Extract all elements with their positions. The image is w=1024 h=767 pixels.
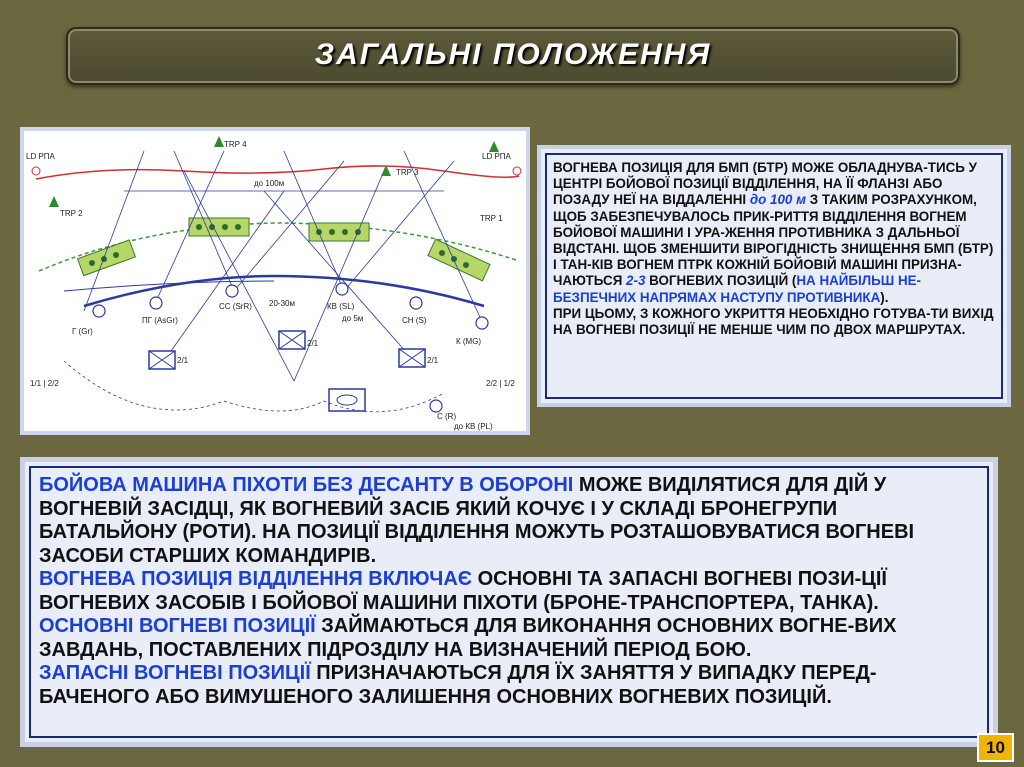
svg-text:LD РПА: LD РПА (26, 152, 55, 161)
svg-text:LD РПА: LD РПА (482, 152, 511, 161)
bmp-shelter-symbol (329, 389, 365, 411)
svg-text:СН (S): СН (S) (402, 316, 427, 325)
forward-edge-line (36, 166, 519, 179)
defense-position-diagram (20, 127, 530, 435)
bmp-position-text: ВОГНЕВА ПОЗИЦІЯ ДЛЯ БМП (БТР) МОЖЕ ОБЛАДНУВА-ТИСЬ У ЦЕНТРІ БОЙОВОЇ ПОЗИЦІЇ ВІДДІЛЕННЯ, НА ЇЇ ФЛАНЗІ АБО ПОЗАДУ НЕЇ НА ВІДДАЛЕННІ до 100 м З ТАКИМ РОЗРАХУНКОМ, ЩОБ ЗАБЕЗПЕЧУВАЛОСЬ ПРИК-РИТТЯ ВІДДІЛЕННЯ ВОГНЕМ БОЙОВОЇ МАШИНИ І УРА-ЖЕННЯ ПРОТИВНИКА З ДАЛЬНЬОЇ ВІДСТАНІ. ЩОБ ЗМЕНШИТИ ВІРОГІДНІСТЬ ЗНИЩЕННЯ БМП (БТР) І ТАН-КІВ ВОГНЕМ ПТРК КОЖНІЙ БОЙОВІЙ МАШИНІ ПРИЗНА-ЧАЮТЬСЯ 2-3 ВОГНЕВИХ ПОЗИЦІЙ (НА НАЙБІЛЬШ НЕ-БЕЗПЕЧНИХ НАПРЯМАХ НАСТУПУ ПРОТИВНИКА). ПРИ ЦЬОМУ, З КОЖНОГО УКРИТТЯ НЕОБХІДНО ГОТУВА-ТИ ВИХІД НА ВОГНЕВІ ПОЗИЦІЇ НЕ МЕНШЕ ЧИМ ПО ДВОХ МАРШРУТАХ. (545, 153, 1003, 399)
minefield-right (428, 239, 490, 281)
definitions-text: БОЙОВА МАШИНА ПІХОТИ БЕЗ ДЕСАНТУ В ОБОРОНІ МОЖЕ ВИДІЛЯТИСЯ ДЛЯ ДІЙ У ВОГНЕВІЙ ЗАСІДЦІ, ЯК ВОГНЕВИЙ ЗАСІБ ЯКИЙ КОЧУЄ І У СКЛАДІ БРОНЕГРУПИ БАТАЛЬЙОНУ (РОТИ). НА ПОЗИЦІЇ ВІДДІЛЕННЯ МОЖУТЬ РОЗТАШОВУВАТИСЯ ВОГНЕВІ ЗАСОБИ СТАРШИХ КОМАНДИРІВ. ВОГНЕВА ПОЗИЦІЯ ВІДДІЛЕННЯ ВКЛЮЧАЄ ОСНОВНІ ТА ЗАПАСНІ ВОГНЕВІ ПОЗИ-ЦІЇ ВОГНЕВИХ ЗАСОБІВ І БОЙОВОЇ МАШИНИ ПІХОТИ (БРОНЕ-ТРАНСПОРТЕРА, ТАНКА). ОСНОВНІ ВОГНЕВІ ПОЗИЦІЇ ЗАЙМАЮТЬСЯ ДЛЯ ВИКОНАННЯ ОСНОВНИХ ВОГНЕ-ВИХ ЗАВДАНЬ, ПОСТАВЛЕНИХ ПІДРОЗДІЛУ НА ВИЗНАЧЕНИЙ ПЕРІОД БОЮ. ЗАПАСНІ ВОГНЕВІ ПОЗИЦІЇ ПРИЗНАЧАЮТЬСЯ ДЛЯ ЇХ ЗАНЯТТЯ У ВИПАДКУ ПЕРЕД-БАЧЕНОГО АБО ВИМУШЕНОГО ЗАЛИШЕННЯ ОСНОВНИХ ВОГНЕВИХ ПОЗИЦІЙ. (29, 466, 989, 738)
svg-text:С (R): С (R) (437, 412, 457, 421)
svg-text:1/1 | 2/2: 1/1 | 2/2 (30, 379, 59, 388)
page-number: 10 (977, 733, 1014, 762)
minefield-center-right (309, 223, 369, 241)
svg-text:КВ (SL): КВ (SL) (327, 302, 355, 311)
svg-text:2/1: 2/1 (427, 356, 439, 365)
bmp-position-infobox (537, 145, 1011, 407)
bmp-symbol-right (399, 349, 425, 367)
landmarks (49, 136, 499, 207)
bmp-symbol-center (279, 331, 305, 349)
svg-text:до КВ (PL): до КВ (PL) (454, 422, 493, 431)
bmp-symbol-left (149, 351, 175, 369)
svg-text:до 100м: до 100м (254, 179, 285, 188)
svg-text:до 5м: до 5м (342, 314, 364, 323)
ld-marker-right (513, 167, 521, 175)
title-bar (66, 27, 960, 85)
svg-text:TRP 2: TRP 2 (60, 209, 83, 218)
svg-text:2/2 | 1/2: 2/2 | 1/2 (486, 379, 515, 388)
ld-marker-left (32, 167, 40, 175)
diagram-svg (24, 131, 526, 431)
minefield-left (78, 240, 136, 276)
svg-text:Г (Gr): Г (Gr) (72, 327, 93, 336)
svg-text:TRP 3: TRP 3 (396, 168, 419, 177)
svg-text:ПГ (AsGr): ПГ (AsGr) (142, 316, 178, 325)
page-title: ЗАГАЛЬНІ ПОЛОЖЕННЯ (314, 38, 712, 71)
svg-text:К (MG): К (MG) (456, 337, 482, 346)
definitions-infobox (20, 457, 998, 747)
svg-text:TRP 4: TRP 4 (224, 140, 247, 149)
svg-text:20-30м: 20-30м (269, 299, 295, 308)
reserve-route (64, 361, 444, 412)
svg-text:TRP 1: TRP 1 (480, 214, 503, 223)
svg-text:2/1: 2/1 (177, 356, 189, 365)
svg-text:СС (SrR): СС (SrR) (219, 302, 252, 311)
minefield-center-left (189, 218, 249, 236)
svg-text:2/1: 2/1 (307, 339, 319, 348)
